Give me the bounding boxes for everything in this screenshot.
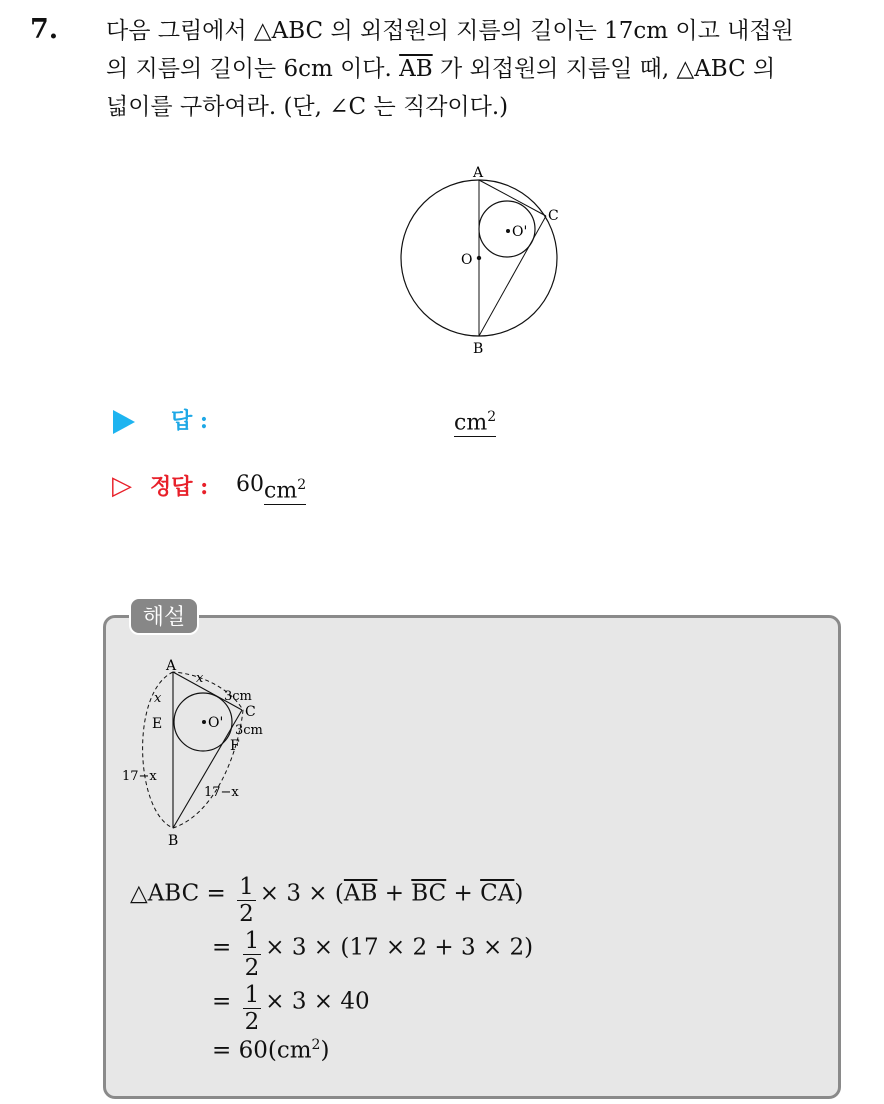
eq2-rest: × 3 × (17 × 2 + 3 × 2) xyxy=(265,934,534,961)
frac-num: 1 xyxy=(244,982,260,1008)
equation-line-2 xyxy=(212,922,534,981)
question-line-2-end: 가 외접원의 지름일 때, △ABC 의 xyxy=(432,56,776,82)
correct-play-outline-icon: ▷ xyxy=(112,471,132,501)
eq1-ca: $\overline{CA}$ xyxy=(480,880,515,907)
question-number: 7. xyxy=(30,14,59,45)
center-o-dot xyxy=(477,256,481,260)
eq1-end: ) xyxy=(514,880,524,907)
answer-unit-base: cm xyxy=(454,410,488,436)
correct-unit-exp: 2 xyxy=(297,477,307,493)
eq1-mid: × 3 × ( xyxy=(259,880,344,907)
eq1-equals: = xyxy=(206,880,226,907)
eq3-rest: × 3 × 40 xyxy=(265,988,370,1015)
eq4-rest: 60(cm xyxy=(238,1037,312,1064)
eq3-equals: = xyxy=(212,988,232,1015)
question-line-2 xyxy=(106,50,866,88)
question-text xyxy=(106,12,866,126)
seg-17-x-right: 17−x xyxy=(204,785,239,800)
segment-ab-overline: $\overline{AB}$ xyxy=(399,56,433,82)
eq1-ab: $\overline{AB}$ xyxy=(343,880,378,907)
eq2-equals: = xyxy=(212,934,232,961)
frac-den: 2 xyxy=(244,1009,260,1035)
circle-figure xyxy=(395,160,575,360)
fraction-half xyxy=(243,928,262,981)
solution-tag: 해설 xyxy=(129,597,199,635)
question-line-3: 넓이를 구하여라. (단, ∠C 는 직각이다.) xyxy=(106,94,509,120)
eq1-lhs: △ABC xyxy=(130,880,200,907)
eq4-equals: = xyxy=(212,1037,232,1064)
side-ac xyxy=(479,180,546,216)
seg-3cm-top: 3cm xyxy=(224,689,252,704)
answer-label: 답 : xyxy=(171,408,209,434)
answer-unit-exp: 2 xyxy=(487,409,497,425)
label-b: B xyxy=(473,341,484,357)
correct-unit-base: cm xyxy=(264,478,298,504)
correct-answer-value: 60 xyxy=(236,472,264,497)
frac-den: 2 xyxy=(244,955,260,981)
label-f: F xyxy=(230,738,240,754)
eq4-end: ) xyxy=(320,1037,330,1064)
correct-answer-unit xyxy=(264,472,306,505)
fraction-half xyxy=(243,982,262,1035)
label-o-prime: O' xyxy=(512,224,528,240)
eq1-plus-2: + xyxy=(446,880,481,907)
fraction-half xyxy=(237,874,256,927)
seg-3cm-right: 3cm xyxy=(235,723,263,738)
equation-line-3 xyxy=(212,976,370,1035)
equation-line-1 xyxy=(130,868,524,927)
eq4-exp: 2 xyxy=(311,1037,321,1053)
label-o: O xyxy=(461,252,473,268)
label-c: C xyxy=(548,208,559,224)
question-line-1: 다음 그림에서 △ABC 의 외접원의 지름의 길이는 17cm 이고 내접원 xyxy=(106,18,794,44)
seg-x-left: x xyxy=(154,691,162,706)
seg-x-top: x xyxy=(196,671,204,686)
answer-play-icon xyxy=(113,410,135,434)
label-b: B xyxy=(168,833,179,849)
answer-unit xyxy=(454,404,496,437)
question-line-2-start: 의 지름의 길이는 6cm 이다. xyxy=(106,56,400,82)
label-a: A xyxy=(473,165,484,181)
equation-line-4 xyxy=(212,1030,329,1066)
label-a: A xyxy=(166,658,177,674)
eq1-plus-1: + xyxy=(377,880,412,907)
center-o2-dot xyxy=(202,720,206,724)
center-o2-dot xyxy=(506,229,510,233)
solution-figure xyxy=(120,652,280,852)
label-o-prime: O' xyxy=(208,715,224,731)
label-c: C xyxy=(245,704,256,720)
correct-answer-label: 정답 : xyxy=(150,474,209,500)
frac-num: 1 xyxy=(239,874,254,900)
frac-den: 2 xyxy=(239,901,254,927)
frac-num: 1 xyxy=(244,928,260,954)
eq1-bc: $\overline{BC}$ xyxy=(411,880,447,907)
seg-17-x-left: 17−x xyxy=(122,769,157,784)
label-e: E xyxy=(152,716,163,732)
